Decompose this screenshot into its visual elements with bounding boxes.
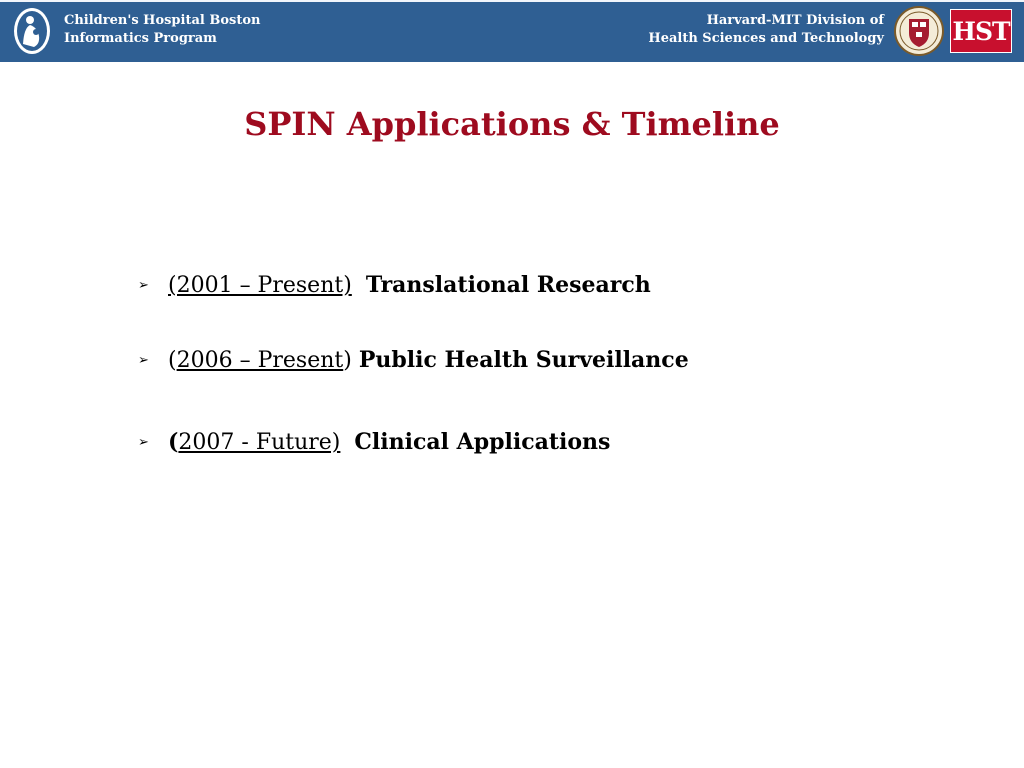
hst-logo: HST (950, 9, 1012, 53)
bullet-close-paren: ) (343, 348, 352, 373)
right-organization-name (584, 12, 884, 48)
bullet-arrow-icon: ➢ (138, 435, 149, 450)
bullet-item-1 (138, 270, 958, 301)
bullet-description: Public Health Surveillance (358, 347, 689, 373)
bullet-description: Translational Research (365, 272, 651, 298)
bullet-date-range[interactable]: 2007 - Future) (178, 430, 341, 455)
bullet-date-range[interactable]: (2001 – Present) (168, 273, 352, 298)
bullet-date-range[interactable]: 2006 – Present (176, 348, 344, 373)
right-org-line1: Harvard-MIT Division of (706, 13, 884, 28)
childrens-hospital-logo-icon (12, 6, 52, 56)
left-organization-name (64, 12, 344, 48)
harvard-shield-icon (894, 5, 944, 57)
bullet-item-2 (138, 345, 958, 376)
right-org-line2: Health Sciences and Technology (648, 31, 884, 46)
bullet-description: Clinical Applications (354, 429, 611, 455)
slide-title: SPIN Applications & Timeline (244, 105, 780, 143)
bullet-arrow-icon: ➢ (138, 353, 149, 368)
left-org-line2: Informatics Program (64, 31, 217, 46)
banner-top-line (0, 0, 1024, 2)
left-org-line1: Children's Hospital Boston (64, 13, 261, 28)
bullet-item-3 (138, 427, 958, 458)
bullet-open-paren: ( (168, 348, 177, 373)
header-banner (0, 0, 1024, 62)
bullet-arrow-icon: ➢ (138, 278, 149, 293)
bullet-open-paren: ( (168, 429, 179, 455)
